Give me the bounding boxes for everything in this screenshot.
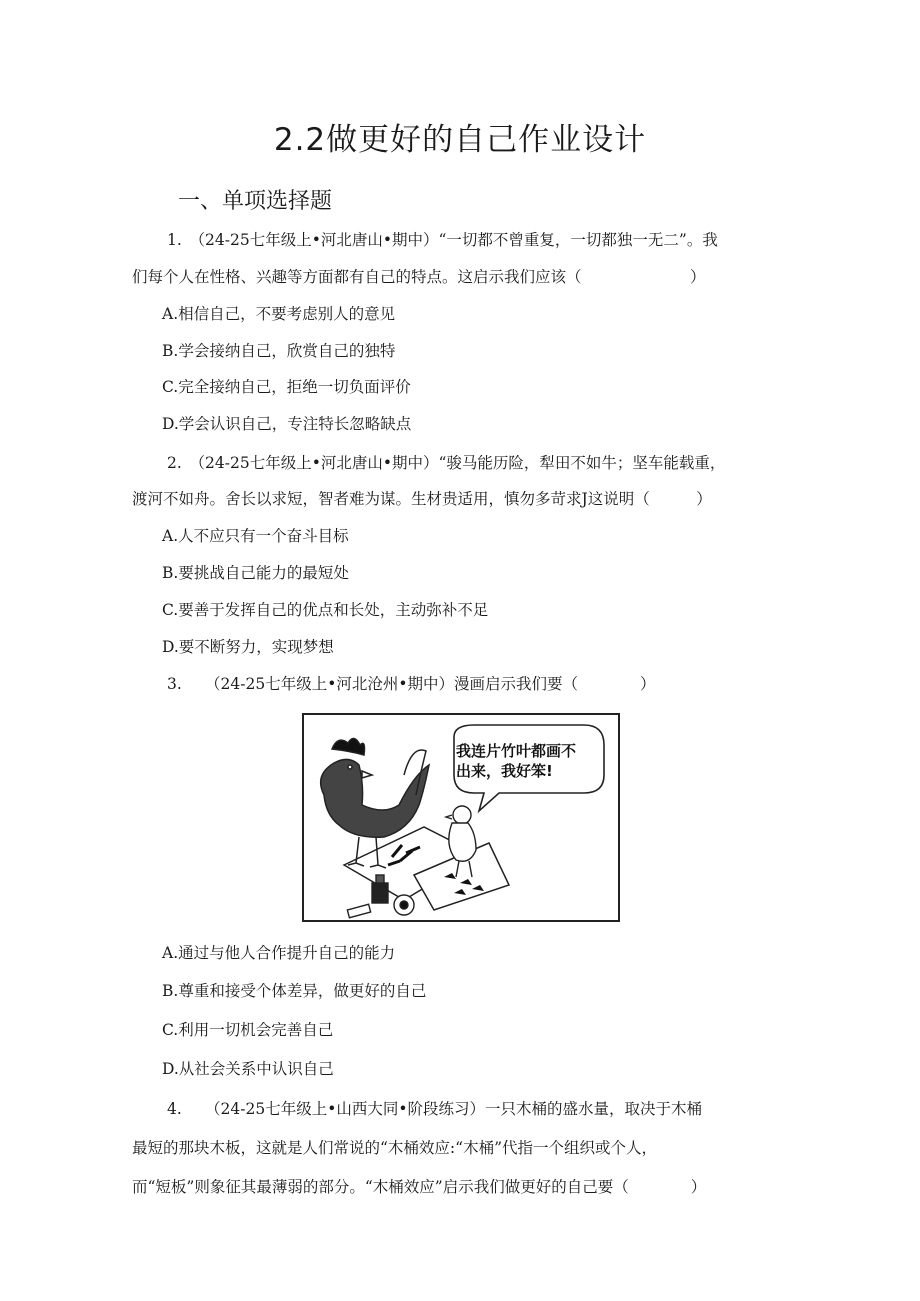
q2-option-d: D.要不断努力，实现梦想 (162, 638, 334, 656)
q1-option-a: A.相信自己，不要考虑别人的意见 (162, 305, 396, 323)
q4-stem-line-1: 4. （24-25七年级上•山西大同•阶段练习）一只木桶的盛水量，取决于木桶 (167, 1100, 703, 1118)
q4-stem-line-3: 而“短板”则象征其最薄弱的部分。“木桶效应”启示我们做更好的自己要（ ） (132, 1178, 707, 1196)
q3-option-a: A.通过与他人合作提升自己的能力 (162, 944, 396, 962)
q3-option-d: D.从社会关系中认识自己 (162, 1060, 334, 1078)
q1-stem-line-1: 1. （24-25七年级上•河北唐山•期中）“一切都不曾重复，一切都独一无二”。我 (167, 231, 718, 249)
comic-figure (302, 713, 620, 922)
q2-stem-line-2: 渡河不如舟。舍长以求短，智者难为谋。生材贵适用，慎勿多苛求J这说明（ ） (132, 490, 712, 508)
q3-option-c: C.利用一切机会完善自己 (162, 1021, 334, 1039)
q2-option-c: C.要善于发挥自己的优点和长处，主动弥补不足 (162, 601, 489, 619)
section-heading: 一、单项选择题 (178, 189, 333, 214)
q1-option-b: B.学会接纳自己，欣赏自己的独特 (162, 342, 396, 360)
document-title: 2.2做更好的自己作业设计 (273, 122, 647, 158)
q2-option-b: B.要挑战自己能力的最短处 (162, 564, 349, 582)
q3-stem-line-1: 3. （24-25七年级上•河北沧州•期中）漫画启示我们要（ ） (167, 675, 656, 693)
q2-option-a: A.人不应只有一个奋斗目标 (162, 527, 349, 545)
q4-stem-line-2: 最短的那块木板，这就是人们常说的“木桶效应:“木桶”代指一个组织或个人， (132, 1139, 657, 1157)
q1-option-d: D.学会认识自己，专注特长忽略缺点 (162, 415, 412, 433)
q2-stem-line-1: 2. （24-25七年级上•河北唐山•期中）“骏马能历险，犁田不如牛；坚车能载重， (167, 454, 726, 472)
paint-tube (347, 904, 370, 917)
q3-option-b: B.尊重和接受个体差异，做更好的自己 (162, 982, 427, 1000)
q1-stem-line-2: 们每个人在性格、兴趣等方面都有自己的特点。这启示我们应该（ ） (132, 268, 706, 286)
comic-speech-text: 我连片竹叶都画不出来，我好笨! (456, 742, 577, 780)
ink-stone (394, 895, 414, 915)
q1-option-c: C.完全接纳自己，拒绝一切负面评价 (162, 378, 411, 396)
